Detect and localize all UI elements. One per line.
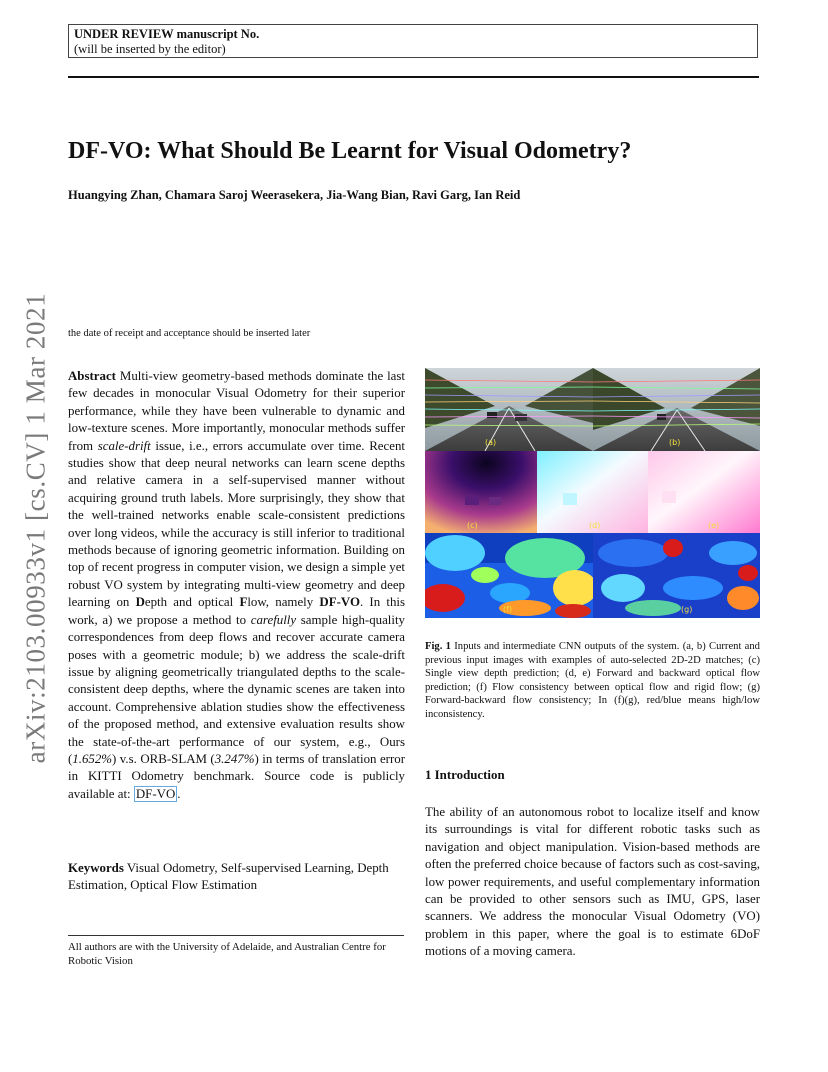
abstract-text: sample high-quality correspondences from deep flows and recover accurate camera poses with a geometric module; b) we address the scale-drift issue by aligning geometrically triangulated depths to the scale-consistent deep depths, where the dynamic scenes are taken into account. Comprehensive ablation studies show the effectiveness of the proposed method, and extensive evaluation results show the state-of-the-art performance of our system, e.g., Ours ( — [68, 612, 405, 766]
keywords-heading: Keywords — [68, 861, 124, 875]
abstract-bold: DF-VO — [319, 595, 360, 610]
road-scene-image — [425, 368, 593, 451]
abstract-text: ) in terms of translation error in KITTI Odometry benchmark. Source code is publicly available at: — [68, 751, 405, 801]
figure-row-input-images — [425, 368, 760, 451]
forward-flow-image — [537, 451, 648, 533]
abstract-bold: F — [239, 595, 248, 610]
receipt-note: the date of receipt and acceptance should be inserted later — [68, 328, 311, 339]
footnote-rule — [68, 935, 404, 936]
input-image-previous — [593, 368, 760, 451]
abstract-text: low, namely — [247, 595, 320, 610]
abstract-emphasis: carefully — [250, 612, 297, 627]
abstract-text: . — [177, 786, 181, 801]
abstract-heading: Abstract — [68, 369, 116, 383]
review-notice-box — [68, 24, 758, 58]
panel-label-e: (e) — [708, 521, 720, 530]
keywords-text: Visual Odometry, Self-supervised Learning, Depth Estimation, Optical Flow Estimation — [68, 861, 389, 893]
abstract-text: issue, i.e., errors accumulate over time. Recent studies show that deep neural networks can learn scene depths and relative camera in a self-supervised manner without acquiring ground truth labels. More surprisingly, they show that the well-trained networks enable scale-consistent predictions over long videos, while the accuracy is still inferior to traditional methods because of ignoring geometric information. Building on top of recent progress in computer vision, we design a simple yet robust VO system by integrating multi-view geometry and deep learning on — [68, 438, 405, 610]
abstract-text: . In this work, a) we propose a method to — [68, 595, 406, 627]
affiliation-footnote: All authors are with the University of Adelaide, and Australian Centre for Robotic Vision — [68, 941, 386, 967]
abstract-text: ) v.s. ORB-SLAM ( — [112, 751, 215, 766]
panel-label-f: (f) — [503, 605, 513, 614]
figure-row-depth-flow — [425, 451, 760, 533]
flow-map — [648, 451, 760, 533]
input-image-current — [425, 368, 593, 451]
caption-label: Fig. 1 — [425, 641, 451, 652]
abstract-emphasis: scale-drift — [97, 438, 151, 453]
section-heading: 1 Introduction — [425, 768, 505, 782]
figure-row-consistency — [425, 533, 760, 618]
abstract-emphasis: 1.652% — [72, 751, 113, 766]
review-notice-title: UNDER REVIEW manuscript No. — [74, 27, 260, 41]
paper-title: DF-VO: What Should Be Learnt for Visual Odometry? — [68, 138, 632, 164]
figure-caption — [425, 640, 760, 722]
author-list: Huangying Zhan, Chamara Saroj Weerasekera, Jia-Wang Bian, Ravi Garg, Ian Reid — [68, 188, 521, 202]
panel-label-c: (c) — [467, 521, 478, 530]
fb-consistency-image — [593, 533, 760, 618]
caption-text: Inputs and intermediate CNN outputs of the system. (a, b) Current and previous input images with examples of auto-selected 2D-2D matches; (c) Single view depth prediction; (d, e) Forward and backward optical flow prediction; (f) Flow consistency between optical flow and rigid flow; (g) Forward-backward flow consistency; In (f)(g), red/blue means high/low inconsistency. — [425, 641, 760, 720]
review-notice-subtitle: (will be inserted by the editor) — [74, 42, 226, 56]
figure-1 — [425, 368, 760, 618]
depth-prediction-image — [425, 451, 537, 533]
panel-label-a: (a) — [485, 438, 497, 447]
abstract-text: epth and optical — [144, 595, 240, 610]
depth-map — [425, 451, 537, 533]
panel-label-b: (b) — [669, 438, 681, 447]
flow-consistency-image — [425, 533, 593, 618]
keywords — [68, 860, 405, 895]
abstract — [68, 368, 405, 803]
abstract-text: Multi-view geometry-based methods dominate the last few decades in monocular Visual Odometry for their superior performance, while they have been vulnerable to dynamic and low-texture scenes. More importantly, monocular methods suffer from — [68, 369, 405, 453]
panel-label-d: (d) — [589, 521, 601, 530]
abstract-emphasis: 3.247% — [214, 751, 255, 766]
abstract-bold: D — [135, 595, 145, 610]
heat-map — [593, 533, 760, 618]
intro-paragraph: The ability of an autonomous robot to localize itself and know its surroundings is vital for different robotic tasks such as navigation and object manipulation. Vision-based methods are often the preferred choice because of factors such as cost-saving, low power requirements, and useful complementary information can be provided to other sensors such as IMU, GPS, laser scanners. We address the monocular Visual Odometry (VO) problem in this paper, where the goal is to estimate 6DoF motions of a moving camera. — [425, 805, 761, 959]
header-rule — [68, 76, 759, 78]
panel-label-g: (g) — [681, 605, 693, 614]
source-code-link[interactable]: DF-VO — [135, 786, 176, 801]
backward-flow-image — [648, 451, 760, 533]
arxiv-identifier: arXiv:2103.00933v1 [cs.CV] 1 Mar 2021 — [20, 292, 51, 764]
